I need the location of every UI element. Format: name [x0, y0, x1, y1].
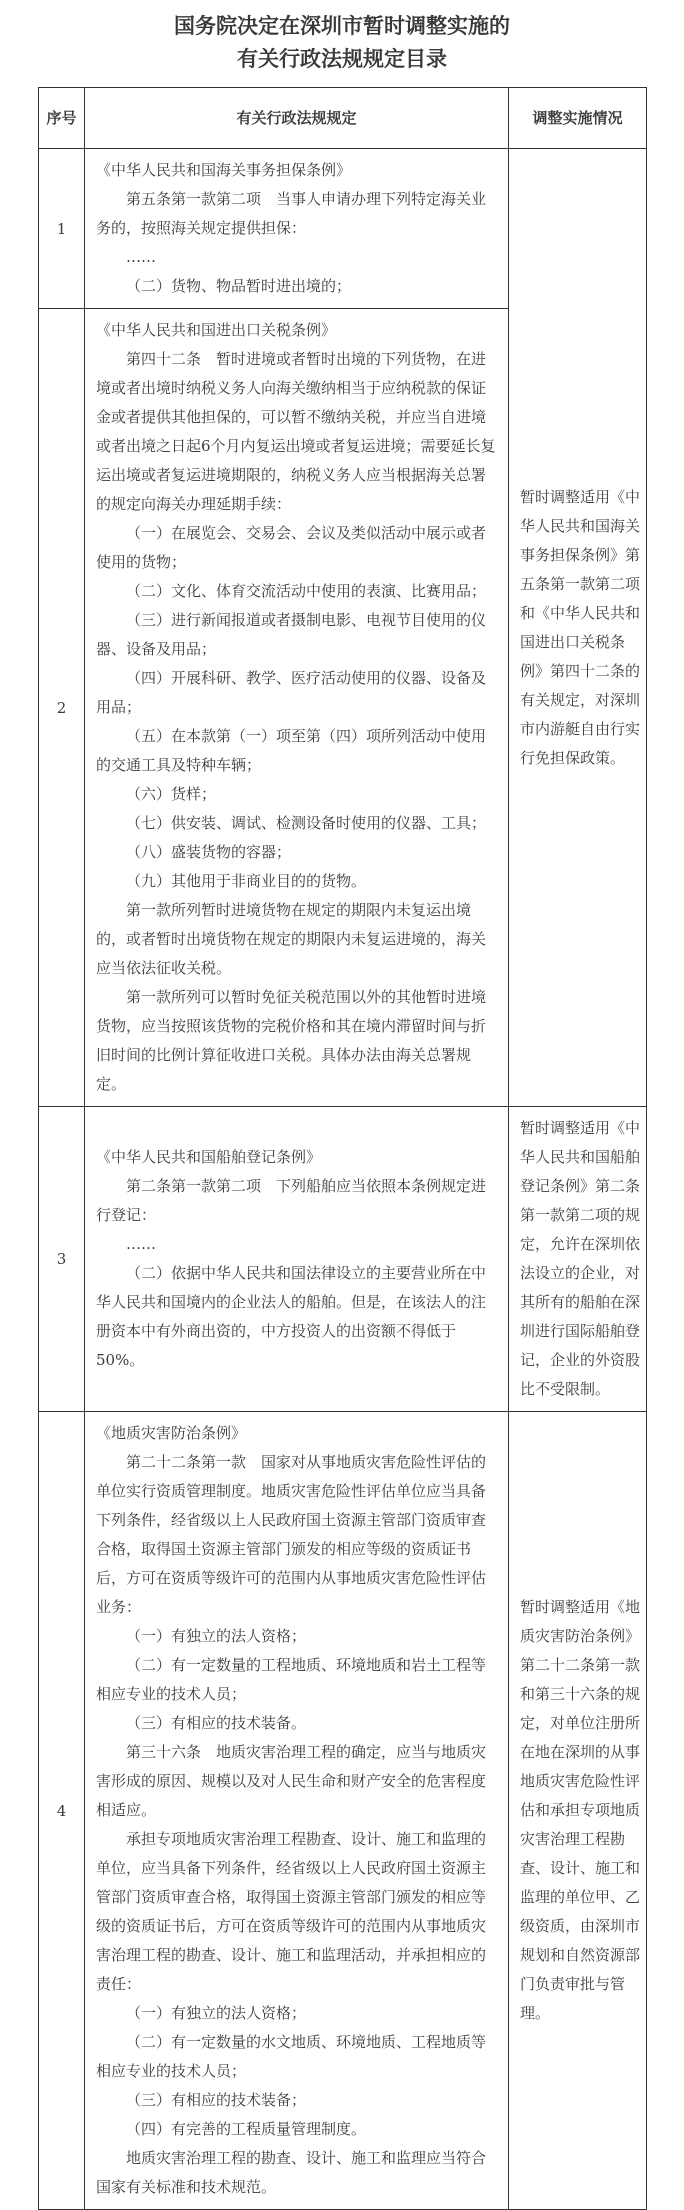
row-3-index: 3 — [39, 1107, 85, 1412]
regulation-clause: 承担专项地质灾害治理工程勘查、设计、施工和监理的单位，应当具备下列条件，经省级以上人民政府国土资源主管部门资质审查合格，取得国土资源主管部门颁发的相应等级的资质证书后，方可在资质等级许可的范围内从事地质灾害治理工程的勘查、设计、施工和监理活动，并承担相应的责任： — [96, 1830, 487, 1993]
regulation-item: （四）有完善的工程质量管理制度。 — [126, 2120, 367, 2138]
regulation-clause: 第五条第一款第二项 当事人申请办理下列特定海关业务的，按照海关规定提供担保： — [96, 190, 487, 237]
regulation-title: 《地质灾害防治条例》 — [96, 1424, 247, 1442]
row-2-regulation-cell — [85, 309, 509, 1107]
regulation-item: （二）依据中华人民共和国法律设立的主要营业所在中华人民共和国境内的企业法人的船舶。但是，在该法人的注册资本中有外商出资的，中方投资人的出资额不得低于50%。 — [96, 1264, 487, 1369]
regulation-title: 《中华人民共和国进出口关税条例》 — [96, 321, 337, 339]
regulation-item: （五）在本款第（一）项至第（四）项所列活动中使用的交通工具及特种车辆； — [96, 727, 487, 774]
regulation-title: 《中华人民共和国船舶登记条例》 — [96, 1148, 322, 1166]
regulation-clause: 第三十六条 地质灾害治理工程的确定，应当与地质灾害形成的原因、规模以及对人民生命和财产安全的危害程度相适应。 — [96, 1743, 487, 1819]
row-1-regulation-cell — [85, 149, 509, 309]
adjustment-cell-row-3 — [509, 1107, 647, 1412]
regulation-item: （二）有一定数量的工程地质、环境地质和岩土工程等相应专业的技术人员； — [96, 1656, 487, 1703]
table-row-1 — [39, 149, 647, 309]
adjustment-cell-row-4 — [509, 1412, 647, 2210]
adjustment-text: 暂时调整适用《中华人民共和国海关事务担保条例》第五条第一款第二项和《中华人民共和国进出口关税条例》第四十二条的有关规定，对深圳市内游艇自由行实行免担保政策。 — [520, 487, 641, 767]
row-3-regulation-cell — [85, 1107, 509, 1412]
header-adjustment: 调整实施情况 — [509, 88, 647, 149]
regulation-item: （三）有相应的技术装备； — [126, 2091, 307, 2109]
regulation-clause: 第二十二条第一款 国家对从事地质灾害危险性评估的单位实行资质管理制度。地质灾害危险性评估单位应当具备下列条件，经省级以上人民政府国土资源主管部门资质审查合格，取得国土资源主管部门颁发的相应等级的资质证书后，方可在资质等级许可的范围内从事地质灾害危险性评估业务： — [96, 1453, 487, 1616]
header-index: 序号 — [39, 88, 85, 149]
regulation-item: （二）有一定数量的水文地质、环境地质、工程地质等相应专业的技术人员； — [96, 2033, 487, 2080]
regulation-title: 《中华人民共和国海关事务担保条例》 — [96, 161, 352, 179]
row-2-index: 2 — [39, 309, 85, 1107]
row-1-index: 1 — [39, 149, 85, 309]
regulation-item: （八）盛装货物的容器； — [126, 843, 292, 861]
table-row-3 — [39, 1107, 647, 1412]
regulation-item: （二）货物、物品暂时进出境的； — [126, 277, 352, 295]
page-title — [0, 9, 684, 75]
regulation-item: （三）进行新闻报道或者摄制电影、电视节目使用的仪器、设备及用品； — [96, 611, 487, 658]
regulation-item: （七）供安装、调试、检测设备时使用的仪器、工具； — [126, 814, 487, 832]
row-4-regulation-cell — [85, 1412, 509, 2210]
regulation-item: （一）有独立的法人资格； — [126, 2004, 307, 2022]
regulation-item: （六）货样； — [126, 785, 217, 803]
regulation-item: （一）有独立的法人资格； — [126, 1627, 307, 1645]
row-4-index: 4 — [39, 1412, 85, 2210]
regulation-clause: 第一款所列暂时进境货物在规定的期限内未复运出境的，或者暂时出境货物在规定的期限内未复运进境的，海关应当依法征收关税。 — [96, 901, 487, 977]
regulation-clause: 第四十二条 暂时进境或者暂时出境的下列货物，在进境或者出境时纳税义务人向海关缴纳相当于应纳税款的保证金或者提供其他担保的，可以暂不缴纳关税，并应当自进境或者出境之日起6个月内复运出境或者复运进境；需要延长复运出境或者复运进境期限的，纳税义务人应当根据海关总署的规定向海关办理延期手续： — [96, 350, 496, 513]
table-header-row — [39, 88, 647, 149]
regulation-item: （二）文化、体育交流活动中使用的表演、比赛用品； — [126, 582, 487, 600]
adjustment-text: 暂时调整适用《中华人民共和国船舶登记条例》第二条第一款第二项的规定，允许在深圳依法设立的企业，对其所有的船舶在深圳进行国际船舶登记，企业的外资股比不受限制。 — [520, 1119, 641, 1398]
regulations-table — [38, 87, 647, 2210]
ellipsis-line: …… — [126, 248, 156, 266]
regulation-item: （一）在展览会、交易会、会议及类似活动中展示或者使用的货物； — [96, 524, 487, 571]
adjustment-text: 暂时调整适用《地质灾害防治条例》第二十二条第一款和第三十六条的规定，对单位注册所在地在深圳的从事地质灾害危险性评估和承担专项地质灾害治理工程勘查、设计、施工和监理的单位甲、乙级资质，由深圳市规划和自然资源部门负责审批与管理。 — [520, 1598, 641, 2022]
regulation-item: （四）开展科研、教学、医疗活动使用的仪器、设备及用品； — [96, 669, 487, 716]
regulation-item: （三）有相应的技术装备。 — [126, 1714, 307, 1732]
regulation-clause: 第一款所列可以暂时免征关税范围以外的其他暂时进境货物，应当按照该货物的完税价格和其在境内滞留时间与折旧时间的比例计算征收进口关税。具体办法由海关总署规定。 — [96, 988, 487, 1093]
regulation-clause: 第二条第一款第二项 下列船舶应当依照本条例规定进行登记： — [96, 1177, 487, 1224]
ellipsis-line: …… — [126, 1235, 156, 1253]
regulation-item: （九）其他用于非商业目的的货物。 — [126, 872, 367, 890]
adjustment-cell-rows-1-2 — [509, 149, 647, 1107]
page-title-line1: 国务院决定在深圳市暂时调整实施的 — [174, 13, 510, 38]
header-regulation: 有关行政法规规定 — [85, 88, 509, 149]
page-title-line2: 有关行政法规规定目录 — [237, 46, 447, 71]
regulation-clause: 地质灾害治理工程的勘查、设计、施工和监理应当符合国家有关标准和技术规范。 — [96, 2149, 487, 2196]
table-row-4 — [39, 1412, 647, 2210]
